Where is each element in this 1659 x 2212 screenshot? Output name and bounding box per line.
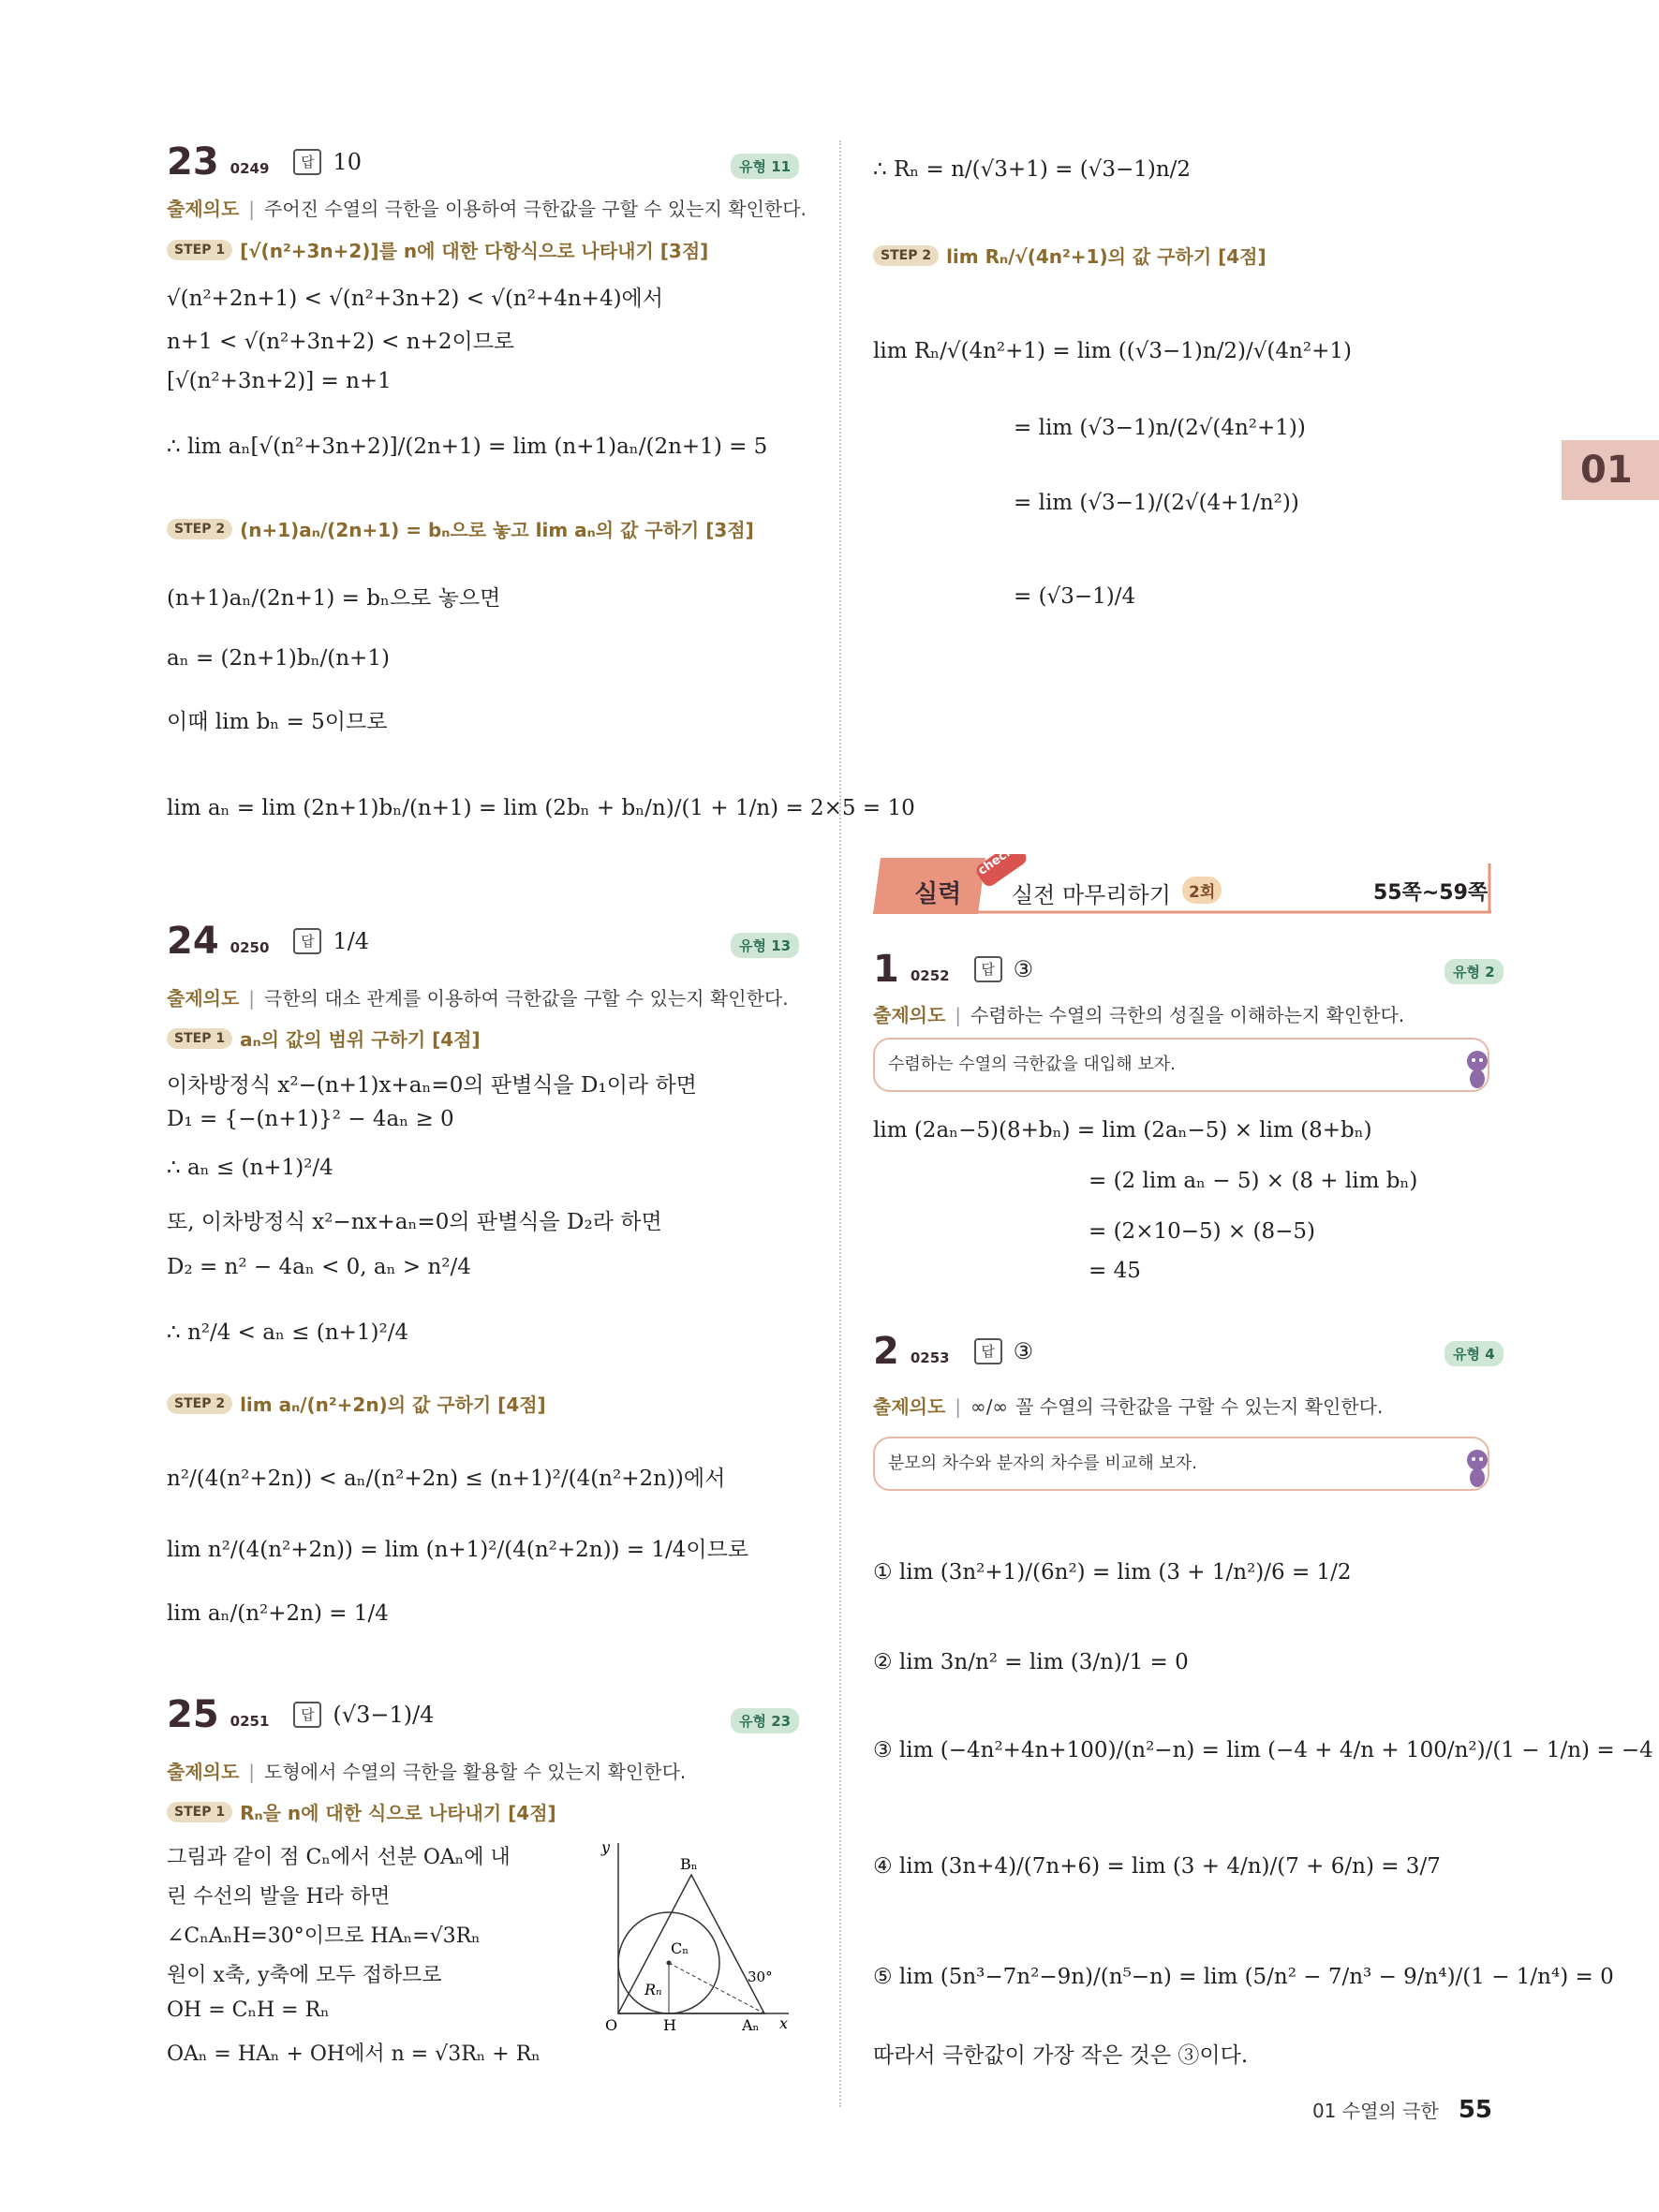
label-o: O (605, 2016, 618, 2032)
page-footer (1312, 2096, 1492, 2124)
intent-text: 꼴 수열의 극한값을 구할 수 있는지 확인한다. (1015, 1395, 1384, 1418)
type-badge: 유형 23 (731, 1708, 799, 1733)
label-r: Rₙ (644, 1981, 662, 1998)
intent-text: 수렴하는 수열의 극한의 성질을 이해하는지 확인한다. (970, 1004, 1405, 1026)
intent-label: 출제의도 (167, 987, 240, 1010)
label-y: y (601, 1838, 611, 1856)
step-tag: STEP 2 (873, 245, 939, 266)
intent-label: 출제의도 (873, 1004, 946, 1026)
problem-code: 0253 (910, 1349, 950, 1366)
intent-line: 출제의도 | 주어진 수열의 극한을 이용하여 극한값을 구할 수 있는지 확인한다. (167, 198, 807, 220)
intent-text: 주어진 수열의 극한을 이용하여 극한값을 구할 수 있는지 확인한다. (264, 198, 807, 220)
answer-icon: 답 (974, 956, 1002, 982)
solution-line: ∴ aₙ ≤ (n+1)²/4 (167, 1156, 333, 1180)
type-badge: 유형 11 (731, 154, 799, 179)
step-1-heading (167, 1025, 481, 1052)
solution-line: 그림과 같이 점 Cₙ에서 선분 OAₙ에 내 (167, 1846, 511, 1869)
intent-line: 출제의도 | 극한의 대소 관계를 이용하여 극한값을 구할 수 있는지 확인한다. (167, 987, 789, 1010)
banner-left-label: 실력 (914, 880, 962, 908)
banner-title: 실전 마무리하기 (1012, 882, 1171, 908)
problem-number: 23 (167, 140, 219, 184)
intent-symbol: ∞/∞ (970, 1395, 1009, 1418)
step-text: aₙ의 값의 범위 구하기 [4점] (240, 1028, 481, 1051)
step-1-heading (167, 236, 708, 263)
problem-number: 24 (167, 920, 219, 963)
answer-value: ③ (1013, 1338, 1034, 1364)
label-a: Aₙ (742, 2016, 760, 2032)
problem-code: 0250 (230, 939, 270, 956)
step-2-heading (873, 242, 1266, 269)
solution-line: = lim (√3−1)/(2√(4+1/n²)) (1014, 491, 1299, 515)
step-tag: STEP 2 (167, 1394, 232, 1414)
answer-value: 10 (333, 149, 362, 175)
option-line: ⑤ lim (5n³−7n²−9n)/(n⁵−n) = lim (5/n² − 7/n³ − 9/n⁴)/(1 − 1/n⁴) = 0 (873, 1965, 1614, 1989)
solution-line: 이때 lim bₙ = 5이므로 (167, 710, 388, 734)
solution-line: lim n²/(4(n²+2n)) = lim (n+1)²/(4(n²+2n)) = 1/4이므로 (167, 1538, 749, 1562)
step-2-heading (167, 1390, 546, 1417)
triangle (618, 1875, 764, 2013)
hint-box: 분모의 차수와 분자의 차수를 비교해 보자. (873, 1437, 1489, 1491)
type-badge: 유형 13 (731, 933, 799, 958)
problem-code: 0249 (230, 160, 270, 177)
option-line: ② lim 3n/n² = lim (3/n)/1 = 0 (873, 1650, 1189, 1674)
option-line: ③ lim (−4n²+4n+100)/(n²−n) = lim (−4 + 4/n + 100/n²)/(1 − 1/n) = −4 (873, 1738, 1653, 1762)
step-text: [√(n²+3n+2)]를 n에 대한 다항식으로 나타내기 [3점] (240, 240, 709, 262)
chapter-tab: 01 (1562, 440, 1659, 500)
answer-value: 1/4 (333, 928, 370, 954)
solution-line: ∠CₙAₙH=30°이므로 HAₙ=√3Rₙ (167, 1924, 481, 1948)
step-tag: STEP 1 (167, 1028, 232, 1049)
step-text: lim Rₙ/√(4n²+1)의 값 구하기 [4점] (946, 245, 1266, 268)
solution-line: n²/(4(n²+2n)) < aₙ/(n²+2n) ≤ (n+1)²/(4(n²+2n))에서 (167, 1467, 726, 1491)
footer-section: 01 수열의 극한 (1311, 2100, 1439, 2122)
solution-line: = 45 (1089, 1259, 1141, 1283)
solution-line: lim aₙ/(n²+2n) = 1/4 (167, 1601, 389, 1626)
type-badge: 유형 2 (1444, 959, 1503, 984)
intent-text: 극한의 대소 관계를 이용하여 극한값을 구할 수 있는지 확인한다. (264, 987, 789, 1010)
option-line: ① lim (3n²+1)/(6n²) = lim (3 + 1/n²)/6 = 1/2 (873, 1560, 1352, 1585)
step-text: Rₙ을 n에 대한 식으로 나타내기 [4점] (240, 1802, 556, 1824)
answer-icon: 답 (293, 1702, 321, 1728)
hint-box: 수렴하는 수열의 극한값을 대입해 보자. (873, 1038, 1489, 1092)
solution-line: [√(n²+3n+2)] = n+1 (167, 369, 392, 393)
mascot-icon (1463, 1448, 1491, 1489)
option-line: ④ lim (3n+4)/(7n+6) = lim (3 + 4/n)/(7 + 6/n) = 3/7 (873, 1854, 1441, 1879)
problem-code: 0252 (910, 967, 950, 984)
banner-check-label: check (975, 844, 1016, 878)
solution-line: OAₙ = HAₙ + OH에서 n = √3Rₙ + Rₙ (167, 2042, 541, 2066)
problem-number: 2 (873, 1330, 899, 1373)
page-number: 55 (1458, 2096, 1492, 2124)
triangle-figure (581, 1836, 796, 2032)
solution-line: (n+1)aₙ/(2n+1) = bₙ으로 놓으면 (167, 586, 501, 611)
answer-value: ③ (1013, 956, 1034, 982)
solution-line: √(n²+2n+1) < √(n²+3n+2) < √(n²+4n+4)에서 (167, 287, 663, 311)
solution-line: = (√3−1)/4 (1014, 584, 1136, 609)
solution-line: aₙ = (2n+1)bₙ/(n+1) (167, 646, 390, 671)
solution-line: lim Rₙ/√(4n²+1) = lim ((√3−1)n/2)/√(4n²+1) (873, 339, 1352, 363)
problem-24-header (167, 920, 369, 963)
step-1-heading (167, 1798, 556, 1825)
solution-line: D₂ = n² − 4aₙ < 0, aₙ > n²/4 (167, 1255, 471, 1279)
step-text: lim aₙ/(n²+2n)의 값 구하기 [4점] (240, 1394, 546, 1416)
solution-line: = (2×10−5) × (8−5) (1089, 1219, 1315, 1244)
solution-line: D₁ = {−(n+1)}² − 4aₙ ≥ 0 (167, 1107, 454, 1131)
step-tag: STEP 2 (167, 519, 232, 539)
step-tag: STEP 1 (167, 1802, 232, 1822)
solution-line: lim (2aₙ−5)(8+bₙ) = lim (2aₙ−5) × lim (8+bₙ) (873, 1118, 1372, 1143)
intent-line: 출제의도 | 도형에서 수열의 극한을 활용할 수 있는지 확인한다. (167, 1761, 687, 1783)
intent-label: 출제의도 (167, 1761, 240, 1783)
solution-line: ∴ lim aₙ[√(n²+3n+2)]/(2n+1) = lim (n+1)aₙ/(2n+1) = 5 (167, 435, 768, 459)
question-1-header (873, 948, 1033, 991)
solution-line: 린 수선의 발을 H라 하면 (167, 1885, 391, 1909)
label-c: Cₙ (671, 1939, 689, 1957)
type-badge: 유형 4 (1444, 1341, 1503, 1366)
banner-pages: 55쪽~59쪽 (1373, 881, 1489, 905)
problem-number: 25 (167, 1693, 219, 1736)
answer-icon: 답 (293, 928, 321, 954)
problem-number: 1 (873, 948, 899, 991)
intent-line: 출제의도 | ∞/∞ 꼴 수열의 극한값을 구할 수 있는지 확인한다. (873, 1395, 1384, 1418)
label-b: Bₙ (680, 1855, 698, 1873)
intent-label: 출제의도 (873, 1395, 946, 1418)
step-text: (n+1)aₙ/(2n+1) = bₙ으로 놓고 lim aₙ의 값 구하기 [3점] (240, 519, 754, 541)
step-2-heading (167, 515, 754, 542)
intent-label: 출제의도 (167, 198, 240, 220)
solution-line: = lim (√3−1)n/(2√(4n²+1)) (1014, 416, 1306, 440)
answer-icon: 답 (974, 1338, 1002, 1364)
problem-25-header (167, 1693, 434, 1736)
label-h: H (663, 2016, 676, 2032)
conclusion-line: 따라서 극한값이 가장 작은 것은 ③이다. (873, 2043, 1249, 2068)
intent-line: 출제의도 | 수렴하는 수열의 극한의 성질을 이해하는지 확인한다. (873, 1004, 1405, 1026)
answer-value: (√3−1)/4 (333, 1702, 435, 1728)
solution-line: = (2 lim aₙ − 5) × (8 + lim bₙ) (1089, 1169, 1418, 1193)
question-2-header (873, 1330, 1033, 1373)
solution-line: lim aₙ = lim (2n+1)bₙ/(n+1) = lim (2bₙ + bₙ/n)/(1 + 1/n) = 2×5 = 10 (167, 796, 915, 820)
label-angle: 30° (748, 1969, 773, 1985)
center-point (667, 1961, 672, 1966)
column-divider (839, 140, 841, 2107)
solution-line: 이차방정식 x²−(n+1)x+aₙ=0의 판별식을 D₁이라 하면 (167, 1073, 697, 1098)
solution-line: OH = CₙH = Rₙ (167, 1998, 330, 2022)
solution-line: ∴ Rₙ = n/(√3+1) = (√3−1)n/2 (873, 157, 1192, 182)
solution-line: n+1 < √(n²+3n+2) < n+2이므로 (167, 330, 515, 354)
mascot-icon (1463, 1049, 1491, 1090)
step-tag: STEP 1 (167, 240, 232, 260)
solution-line: 또, 이차방정식 x²−nx+aₙ=0의 판별식을 D₂라 하면 (167, 1210, 662, 1234)
problem-23-header (167, 140, 362, 184)
answer-icon: 답 (293, 149, 321, 175)
intent-text: 도형에서 수열의 극한을 활용할 수 있는지 확인한다. (264, 1761, 687, 1783)
problem-code: 0251 (230, 1713, 270, 1730)
label-x: x (779, 2014, 789, 2032)
solution-line: 원이 x축, y축에 모두 접하므로 (167, 1964, 442, 1987)
solution-line: ∴ n²/4 < aₙ ≤ (n+1)²/4 (167, 1320, 409, 1345)
banner-round: 2회 (1182, 877, 1222, 904)
